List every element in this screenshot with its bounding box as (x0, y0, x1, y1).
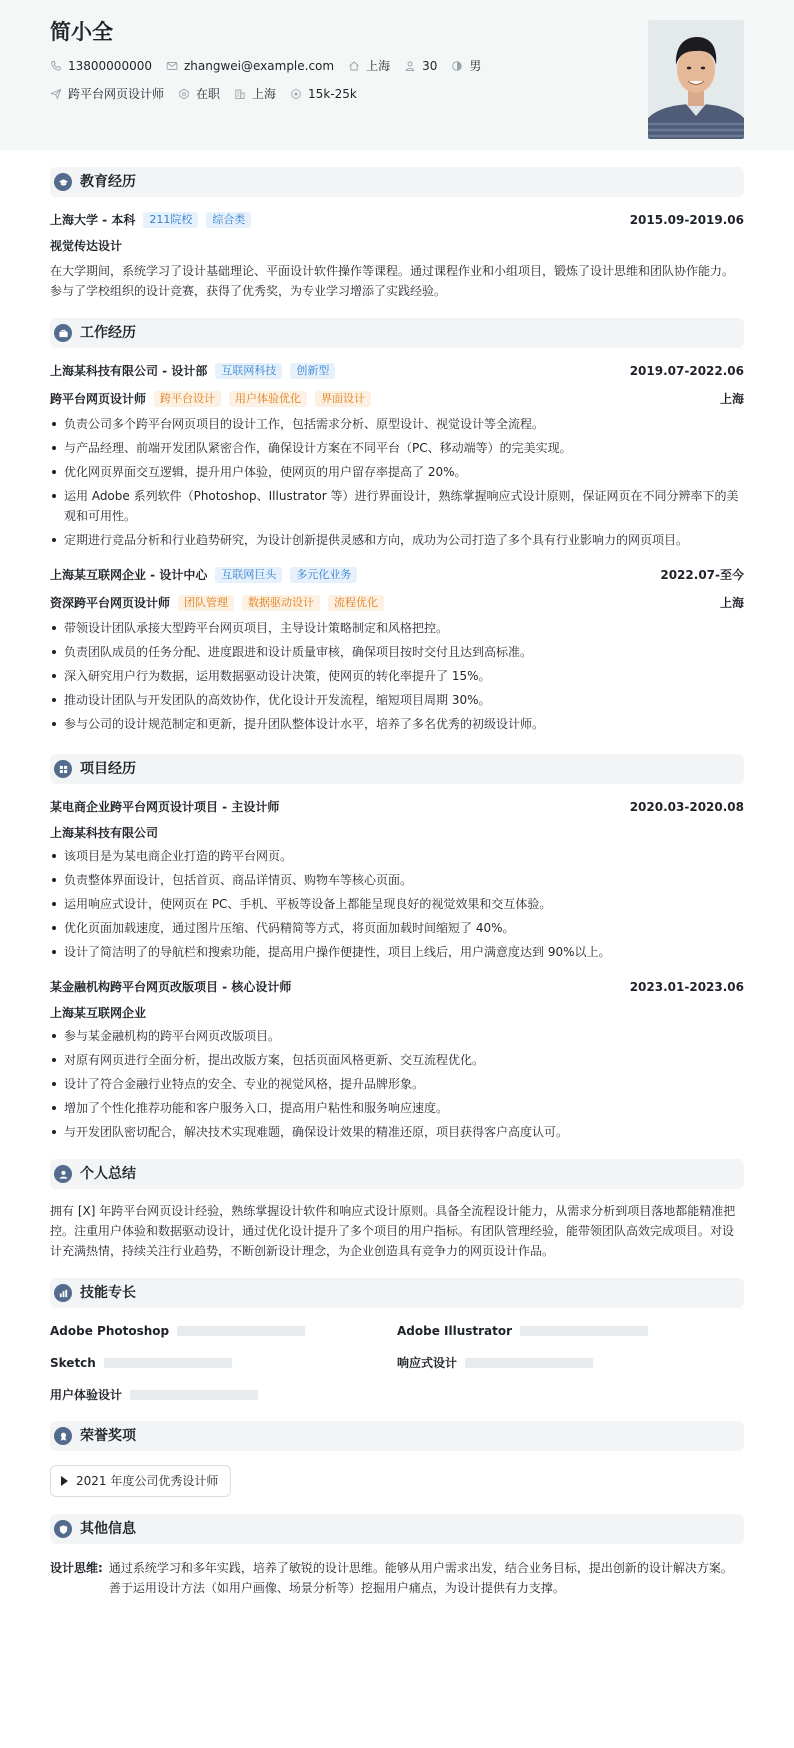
skill-level-bar (177, 1326, 305, 1336)
chart-icon (54, 1284, 72, 1302)
list-item: 深入研究用户行为数据，运用数据驱动设计决策，使网页的转化率提升了 15%。 (50, 666, 744, 686)
home-icon (348, 60, 360, 72)
skill-level-bar (104, 1358, 232, 1368)
other-info-label: 设计思维: (50, 1561, 103, 1575)
coin-icon (290, 88, 302, 100)
section-title: 工作经历 (80, 324, 136, 341)
skill-name: 用户体验设计 (50, 1388, 123, 1402)
summary-section-header (50, 1159, 744, 1189)
section-title: 其他信息 (80, 1520, 136, 1537)
status-value: 在职 (196, 87, 221, 101)
education-description: 在大学期间，系统学习了设计基础理论、平面设计软件操作等课程。通过课程作业和小组项目，锻炼了设计思维和团队协作能力。参与了学校组织的设计竞赛，获得了优秀奖，为专业学习增添了实践经验。 (50, 264, 735, 298)
salary-value: 15k-25k (308, 87, 357, 101)
skill-level-bar (465, 1358, 593, 1368)
list-item: 负责公司多个跨平台网页项目的设计工作，包括需求分析、原型设计、视觉设计等全流程。 (50, 414, 744, 434)
list-item: 优化网页界面交互逻辑，提升用户体验，使网页的用户留存率提高了 20%。 (50, 462, 744, 482)
skill-level-bar (130, 1390, 258, 1400)
location-value: 上海 (366, 59, 391, 73)
list-item: 运用 Adobe 系列软件（Photoshop、Illustrator 等）进行界面设计，熟练掌握响应式设计原则，保证网页在不同分辨率下的美观和可用性。 (50, 486, 744, 526)
skill-tag: 用户体验优化 (229, 391, 307, 407)
company-name: 上海某科技有限公司 - 设计部 (50, 364, 208, 378)
caret-right-icon (61, 1476, 68, 1486)
status-item (178, 85, 220, 103)
award-label: 2021 年度公司优秀设计师 (76, 1474, 219, 1488)
target-role-item (50, 85, 164, 103)
project-org: 上海某互联网企业 (50, 1006, 147, 1020)
company-tag: 互联网巨头 (215, 567, 282, 583)
list-item: 与开发团队密切配合，解决技术实现难题，确保设计效果的精准还原，项目获得客户高度认可。 (50, 1122, 744, 1142)
company-name: 上海某互联网企业 - 设计中心 (50, 568, 208, 582)
summary-section (50, 1159, 744, 1261)
project-date: 2023.01-2023.06 (629, 980, 744, 994)
skills-section (50, 1278, 744, 1404)
project-name: 某金融机构跨平台网页改版项目 - 核心设计师 (50, 980, 292, 994)
age-value: 30 (422, 59, 438, 73)
job-role: 跨平台网页设计师 (50, 392, 147, 406)
location-item (348, 57, 390, 75)
candidate-name: 简小全 (50, 20, 113, 44)
skill-item (50, 1354, 397, 1372)
target-role-value: 跨平台网页设计师 (68, 87, 165, 101)
phone-value: 13800000000 (68, 59, 152, 73)
hexagon-icon (178, 88, 190, 100)
skill-tag: 跨平台设计 (154, 391, 221, 407)
project-org: 上海某科技有限公司 (50, 826, 159, 840)
briefcase-icon (54, 324, 72, 342)
list-item: 该项目是为某电商企业打造的跨平台网页。 (50, 846, 744, 866)
skill-name: 响应式设计 (397, 1356, 458, 1370)
work-section-header (50, 318, 744, 348)
skill-tag: 界面设计 (315, 391, 371, 407)
project-entry (50, 796, 744, 962)
project-entry (50, 976, 744, 1142)
age-item (404, 57, 437, 75)
skills-grid (50, 1322, 744, 1404)
education-header-row (50, 209, 744, 231)
gender-item (451, 57, 481, 75)
project-bullets (50, 846, 744, 962)
work-date: 2022.07-至今 (660, 568, 744, 582)
work-section (50, 318, 744, 734)
project-name: 某电商企业跨平台网页设计项目 - 主设计师 (50, 800, 280, 814)
list-item: 对原有网页进行全面分析，提出改版方案，包括页面风格更新、交互流程优化。 (50, 1050, 744, 1070)
building-icon (234, 88, 246, 100)
education-entry (50, 209, 744, 301)
target-city-item (234, 85, 276, 103)
section-title: 个人总结 (80, 1165, 136, 1182)
education-major: 视觉传达设计 (50, 239, 123, 253)
info-icon (54, 1520, 72, 1538)
education-section (50, 167, 744, 301)
other-section (50, 1514, 744, 1598)
person-icon (404, 60, 416, 72)
intent-row (50, 84, 744, 104)
mail-icon (166, 60, 178, 72)
send-icon (50, 88, 62, 100)
gender-icon (451, 60, 463, 72)
work-bullets (50, 618, 744, 734)
list-item: 定期进行竞品分析和行业趋势研究，为设计创新提供灵感和方向，成功为公司打造了多个具有行业影响力的网页项目。 (50, 530, 744, 550)
graduation-cap-icon (54, 173, 72, 191)
projects-section (50, 754, 744, 1142)
skill-item (50, 1322, 397, 1340)
skill-item (397, 1322, 744, 1340)
grid-icon (54, 760, 72, 778)
skills-section-header (50, 1278, 744, 1308)
summary-text: 拥有 [X] 年跨平台网页设计经验，熟练掌握设计软件和响应式设计原则。具备全流程设计能力，从需求分析到项目落地都能精准把控。注重用户体验和数据驱动设计，通过优化设计提升了多个项目的用户指标。有团队管理经验，能带领团队高效完成项目。对设计充满热情，持续关注行业趋势，不断创新设计理念，为企业创造具有竞争力的网页设计作品。 (50, 1204, 736, 1258)
awards-section (50, 1421, 744, 1497)
project-bullets (50, 1026, 744, 1142)
section-title: 荣誉奖项 (80, 1427, 136, 1444)
job-role: 资深跨平台网页设计师 (50, 596, 171, 610)
work-date: 2019.07-2022.06 (629, 364, 744, 378)
list-item: 运用响应式设计，使网页在 PC、手机、平板等设备上都能呈现良好的视觉效果和交互体验。 (50, 894, 744, 914)
school-name: 上海大学 - 本科 (50, 213, 136, 227)
phone-icon (50, 60, 62, 72)
other-section-header (50, 1514, 744, 1544)
contact-row (50, 56, 744, 76)
work-entry (50, 564, 744, 734)
skill-name: Adobe Illustrator (397, 1324, 513, 1338)
list-item: 与产品经理、前端开发团队紧密合作，确保设计方案在不同平台（PC、移动端等）的完美实现。 (50, 438, 744, 458)
user-icon (54, 1165, 72, 1183)
company-tag: 多元化业务 (290, 567, 357, 583)
skill-tag: 流程优化 (328, 595, 384, 611)
school-tag: 综合类 (206, 212, 251, 228)
list-item: 带领设计团队承接大型跨平台网页项目，主导设计策略制定和风格把控。 (50, 618, 744, 638)
list-item: 参与某金融机构的跨平台网页改版项目。 (50, 1026, 744, 1046)
skill-name: Adobe Photoshop (50, 1324, 170, 1338)
list-item: 负责整体界面设计，包括首页、商品详情页、购物车等核心页面。 (50, 870, 744, 890)
awards-section-header (50, 1421, 744, 1451)
work-entry (50, 360, 744, 550)
work-bullets (50, 414, 744, 550)
section-title: 技能专长 (80, 1284, 136, 1301)
list-item: 参与公司的设计规范制定和更新，提升团队整体设计水平，培养了多名优秀的初级设计师。 (50, 714, 744, 734)
section-title: 项目经历 (80, 760, 136, 777)
education-section-header (50, 167, 744, 197)
skill-name: Sketch (50, 1356, 96, 1370)
profile-photo (648, 20, 744, 139)
gender-value: 男 (469, 59, 482, 73)
work-city: 上海 (719, 596, 744, 610)
list-item: 设计了符合金融行业特点的安全、专业的视觉风格，提升品牌形象。 (50, 1074, 744, 1094)
other-info-row (50, 1558, 744, 1598)
projects-section-header (50, 754, 744, 784)
target-city-value: 上海 (252, 87, 277, 101)
company-tag: 互联网科技 (215, 363, 282, 379)
company-tag: 创新型 (290, 363, 335, 379)
list-item: 推动设计团队与开发团队的高效协作，优化设计开发流程，缩短项目周期 30%。 (50, 690, 744, 710)
skill-item (50, 1386, 397, 1404)
award-icon (54, 1427, 72, 1445)
email-value: zhangwei@example.com (183, 59, 335, 73)
phone-item (50, 57, 152, 75)
resume-header (0, 0, 794, 150)
list-item: 增加了个性化推荐功能和客户服务入口，提高用户粘性和服务响应速度。 (50, 1098, 744, 1118)
skill-tag: 数据驱动设计 (242, 595, 320, 611)
list-item: 设计了简洁明了的导航栏和搜索功能，提高用户操作便捷性，项目上线后，用户满意度达到 90%以上。 (50, 942, 744, 962)
skill-level-bar (520, 1326, 648, 1336)
salary-item (290, 85, 357, 103)
award-item[interactable] (50, 1465, 231, 1497)
resume-content (0, 167, 794, 1598)
project-date: 2020.03-2020.08 (629, 800, 744, 814)
section-title: 教育经历 (80, 173, 136, 190)
list-item: 优化页面加载速度，通过图片压缩、代码精简等方式，将页面加载时间缩短了 40%。 (50, 918, 744, 938)
skill-item (397, 1354, 744, 1372)
list-item: 负责团队成员的任务分配、进度跟进和设计质量审核，确保项目按时交付且达到高标准。 (50, 642, 744, 662)
other-info-text: 通过系统学习和多年实践，培养了敏锐的设计思维。能够从用户需求出发，结合业务目标，提出创新的设计解决方案。善于运用设计方法（如用户画像、场景分析等）挖掘用户痛点，为设计提供有力支撑。 (108, 1561, 733, 1595)
email-item (166, 57, 334, 75)
work-city: 上海 (719, 392, 744, 406)
school-tag: 211院校 (143, 212, 198, 228)
skill-tag: 团队管理 (178, 595, 234, 611)
education-date: 2015.09-2019.06 (629, 213, 744, 227)
